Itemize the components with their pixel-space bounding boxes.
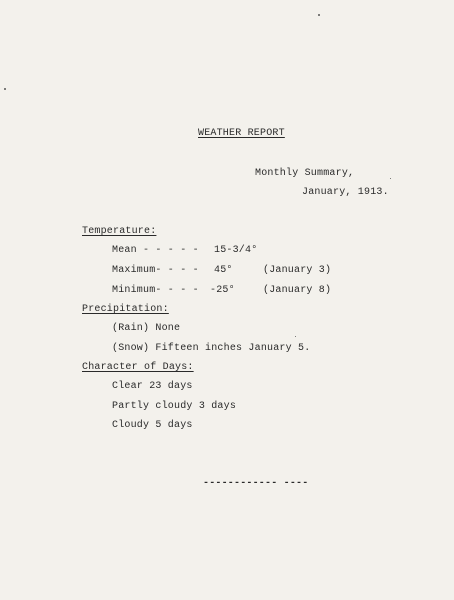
cloudy-days-line: Cloudy 5 days xyxy=(112,420,193,431)
max-value: 45° xyxy=(214,265,233,276)
mean-value: 15-3/4° xyxy=(214,245,258,256)
summary-label: Monthly Summary, xyxy=(255,168,355,179)
min-label: Minimum- - - - xyxy=(112,285,199,296)
paper-speck xyxy=(318,14,320,16)
min-date: (January 8) xyxy=(263,285,332,296)
footer-rule: ------------ ---- xyxy=(203,478,309,489)
min-value: -25° xyxy=(210,285,235,296)
clear-days-line: Clear 23 days xyxy=(112,381,193,392)
partly-cloudy-line: Partly cloudy 3 days xyxy=(112,401,237,412)
report-date: January, 1913. xyxy=(302,187,389,198)
report-title: WEATHER REPORT xyxy=(198,128,285,139)
max-label: Maximum- - - - xyxy=(112,265,199,276)
mean-label: Mean - - - - - xyxy=(112,245,199,256)
max-date: (January 3) xyxy=(263,265,332,276)
snow-line: (Snow) Fifteen inches January 5. xyxy=(112,343,311,354)
temperature-heading: Temperature: xyxy=(82,226,157,237)
precipitation-heading: Precipitation: xyxy=(82,304,169,315)
rain-line: (Rain) None xyxy=(112,323,181,334)
paper-speck xyxy=(4,88,6,90)
paper-speck xyxy=(295,336,296,337)
paper-speck xyxy=(390,178,391,179)
character-of-days-heading: Character of Days: xyxy=(82,362,194,373)
